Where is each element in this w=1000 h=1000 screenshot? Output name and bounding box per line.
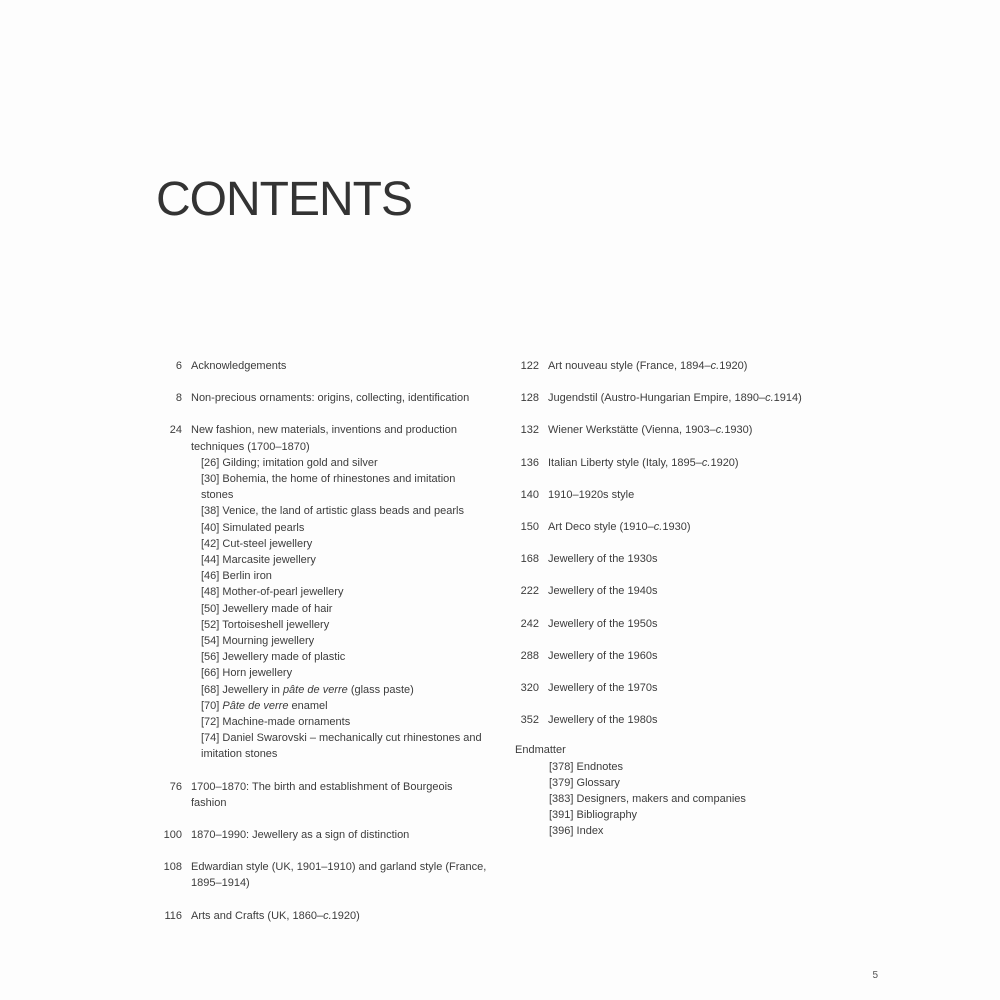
toc-subitem bbox=[201, 698, 490, 714]
toc-entry-title: 1910–1920s style bbox=[548, 488, 635, 501]
toc-entry-title bbox=[548, 422, 825, 438]
page-number: 5 bbox=[872, 970, 878, 981]
toc-subitem-italic: Pâte de verre bbox=[222, 699, 289, 712]
toc-subitem: [74] Daniel Swarovski – mechanically cut rhinestones and imitation stones bbox=[201, 732, 482, 761]
toc-entry-title: Jewellery of the 1930s bbox=[548, 553, 658, 566]
toc-page-number: 150 bbox=[520, 521, 539, 534]
toc-entry-title: Non-precious ornaments: origins, collecting, identification bbox=[191, 392, 470, 405]
toc-subitem: [54] Mourning jewellery bbox=[201, 635, 315, 648]
toc-entry bbox=[150, 358, 490, 374]
toc-entry-prefix: Italian Liberty style (Italy, 1895– bbox=[548, 456, 702, 469]
toc-entry-prefix: Arts and Crafts (UK, 1860– bbox=[191, 909, 324, 922]
toc-entry-suffix: 1920) bbox=[331, 909, 360, 922]
endmatter-item: [391] Bibliography bbox=[549, 809, 638, 822]
toc-page-number: 242 bbox=[520, 617, 539, 630]
toc-subitem-suffix: (glass paste) bbox=[347, 683, 414, 696]
toc-page-number: 6 bbox=[175, 360, 182, 372]
toc-page-number: 288 bbox=[520, 649, 539, 662]
toc-entry bbox=[505, 712, 825, 728]
toc-entry-title: New fashion, new materials, inventions and production techniques (1700–1870) bbox=[191, 424, 457, 453]
toc-page-number: 222 bbox=[520, 585, 539, 598]
endmatter-items bbox=[549, 759, 825, 840]
toc-subitems bbox=[201, 455, 490, 763]
toc-entry bbox=[505, 422, 825, 438]
toc-subitem-prefix: [68] Jewellery in bbox=[201, 683, 283, 696]
toc-page-number: 116 bbox=[164, 909, 182, 922]
toc-entry bbox=[150, 422, 490, 762]
toc-entry-italic: c. bbox=[765, 392, 774, 405]
toc-page-number: 320 bbox=[520, 682, 539, 695]
toc-page-number: 100 bbox=[163, 829, 182, 842]
endmatter-label: Endmatter bbox=[515, 744, 566, 757]
toc-entry-prefix: Art nouveau style (France, 1894– bbox=[548, 360, 711, 372]
toc-entry-suffix: 1930) bbox=[662, 521, 691, 534]
toc-entry-suffix: 1930) bbox=[724, 424, 753, 437]
toc-subitem-suffix: enamel bbox=[288, 699, 328, 712]
toc-entry-suffix: 1920) bbox=[719, 360, 748, 372]
toc-entry bbox=[505, 551, 825, 567]
toc-subitem-italic: pâte de verre bbox=[282, 683, 348, 696]
toc-entry-prefix: Art Deco style (1910– bbox=[548, 521, 654, 534]
toc-subitem: [46] Berlin iron bbox=[201, 570, 272, 583]
toc-entry bbox=[505, 616, 825, 632]
toc-entry-title: Acknowledgements bbox=[191, 360, 287, 372]
toc-page-number: 136 bbox=[520, 456, 539, 469]
toc-subitem: [30] Bohemia, the home of rhinestones and imitation stones bbox=[201, 473, 456, 502]
toc-entry bbox=[505, 390, 825, 406]
contents-left-column bbox=[150, 358, 490, 940]
toc-subitem: [52] Tortoiseshell jewellery bbox=[201, 618, 330, 631]
toc-entry-italic: c. bbox=[653, 521, 663, 534]
toc-page-number: 76 bbox=[169, 780, 182, 793]
toc-page-number: 132 bbox=[520, 424, 539, 437]
toc-entry-title: 1870–1990: Jewellery as a sign of distinction bbox=[191, 829, 410, 842]
toc-entry bbox=[505, 583, 825, 599]
toc-subitem-prefix: [70] bbox=[201, 699, 223, 712]
page-title: CONTENTS bbox=[156, 173, 412, 226]
toc-page-number: 8 bbox=[175, 392, 182, 405]
toc-entry bbox=[505, 519, 825, 535]
toc-entry bbox=[505, 358, 825, 374]
toc-entry-body bbox=[191, 422, 490, 762]
toc-entry bbox=[150, 859, 490, 891]
toc-subitem: [44] Marcasite jewellery bbox=[201, 554, 316, 567]
toc-subitem: [38] Venice, the land of artistic glass beads and pearls bbox=[201, 505, 464, 518]
toc-subitem: [72] Machine-made ornaments bbox=[201, 716, 351, 729]
toc-subitem: [26] Gilding; imitation gold and silver bbox=[201, 456, 378, 469]
toc-page-number: 122 bbox=[520, 360, 539, 372]
toc-subitem: [56] Jewellery made of plastic bbox=[201, 651, 346, 664]
toc-entry bbox=[150, 827, 490, 843]
toc-entry-italic: c. bbox=[323, 909, 332, 922]
toc-entry bbox=[505, 487, 825, 503]
toc-page-number: 352 bbox=[520, 714, 539, 727]
contents-right-column bbox=[505, 358, 825, 840]
toc-subitem: [48] Mother-of-pearl jewellery bbox=[201, 586, 344, 599]
toc-entry-suffix: 1920) bbox=[710, 456, 739, 469]
endmatter-section bbox=[505, 742, 825, 839]
toc-entry-title: Jewellery of the 1980s bbox=[548, 714, 658, 727]
toc-entry-title bbox=[548, 358, 825, 374]
toc-subitem bbox=[201, 682, 490, 698]
endmatter-item: [383] Designers, makers and companies bbox=[549, 793, 746, 806]
toc-entry-title bbox=[548, 455, 825, 471]
toc-page-number: 128 bbox=[520, 392, 539, 405]
toc-entry-title bbox=[548, 390, 825, 406]
toc-entry-title: Jewellery of the 1960s bbox=[548, 649, 658, 662]
toc-page-number: 140 bbox=[520, 488, 539, 501]
toc-entry-prefix: Wiener Werkstätte (Vienna, 1903– bbox=[548, 424, 716, 437]
toc-entry-title: 1700–1870: The birth and establishment of Bourgeois fashion bbox=[191, 780, 453, 809]
toc-entry-title: Jewellery of the 1970s bbox=[548, 682, 658, 695]
toc-page-number: 24 bbox=[169, 424, 182, 437]
toc-entry bbox=[150, 908, 490, 924]
toc-entry-title: Jewellery of the 1950s bbox=[548, 617, 658, 630]
toc-entry bbox=[505, 455, 825, 471]
toc-entry-title: Jewellery of the 1940s bbox=[548, 585, 658, 598]
toc-subitem: [50] Jewellery made of hair bbox=[201, 602, 333, 615]
toc-entry bbox=[505, 648, 825, 664]
endmatter-item: [378] Endnotes bbox=[549, 760, 624, 773]
toc-entry-prefix: Jugendstil (Austro-Hungarian Empire, 1890– bbox=[548, 392, 766, 405]
toc-entry-title bbox=[548, 519, 825, 535]
toc-entry bbox=[150, 779, 490, 811]
toc-page-number: 108 bbox=[163, 861, 182, 874]
toc-entry-italic: c. bbox=[715, 424, 725, 437]
toc-page-number: 168 bbox=[520, 553, 539, 566]
toc-entry-italic: c. bbox=[701, 456, 711, 469]
toc-entry bbox=[150, 390, 490, 406]
toc-entry-italic: c. bbox=[710, 360, 720, 372]
endmatter-item: [396] Index bbox=[549, 825, 604, 838]
toc-entry-title bbox=[191, 908, 490, 924]
toc-entry bbox=[505, 680, 825, 696]
toc-entry-suffix: 1914) bbox=[773, 392, 802, 405]
toc-subitem: [40] Simulated pearls bbox=[201, 521, 305, 534]
toc-subitem: [42] Cut-steel jewellery bbox=[201, 537, 313, 550]
toc-subitem: [66] Horn jewellery bbox=[201, 667, 293, 680]
endmatter-item: [379] Glossary bbox=[549, 776, 620, 789]
toc-entry-title: Edwardian style (UK, 1901–1910) and garland style (France, 1895–1914) bbox=[191, 861, 487, 890]
